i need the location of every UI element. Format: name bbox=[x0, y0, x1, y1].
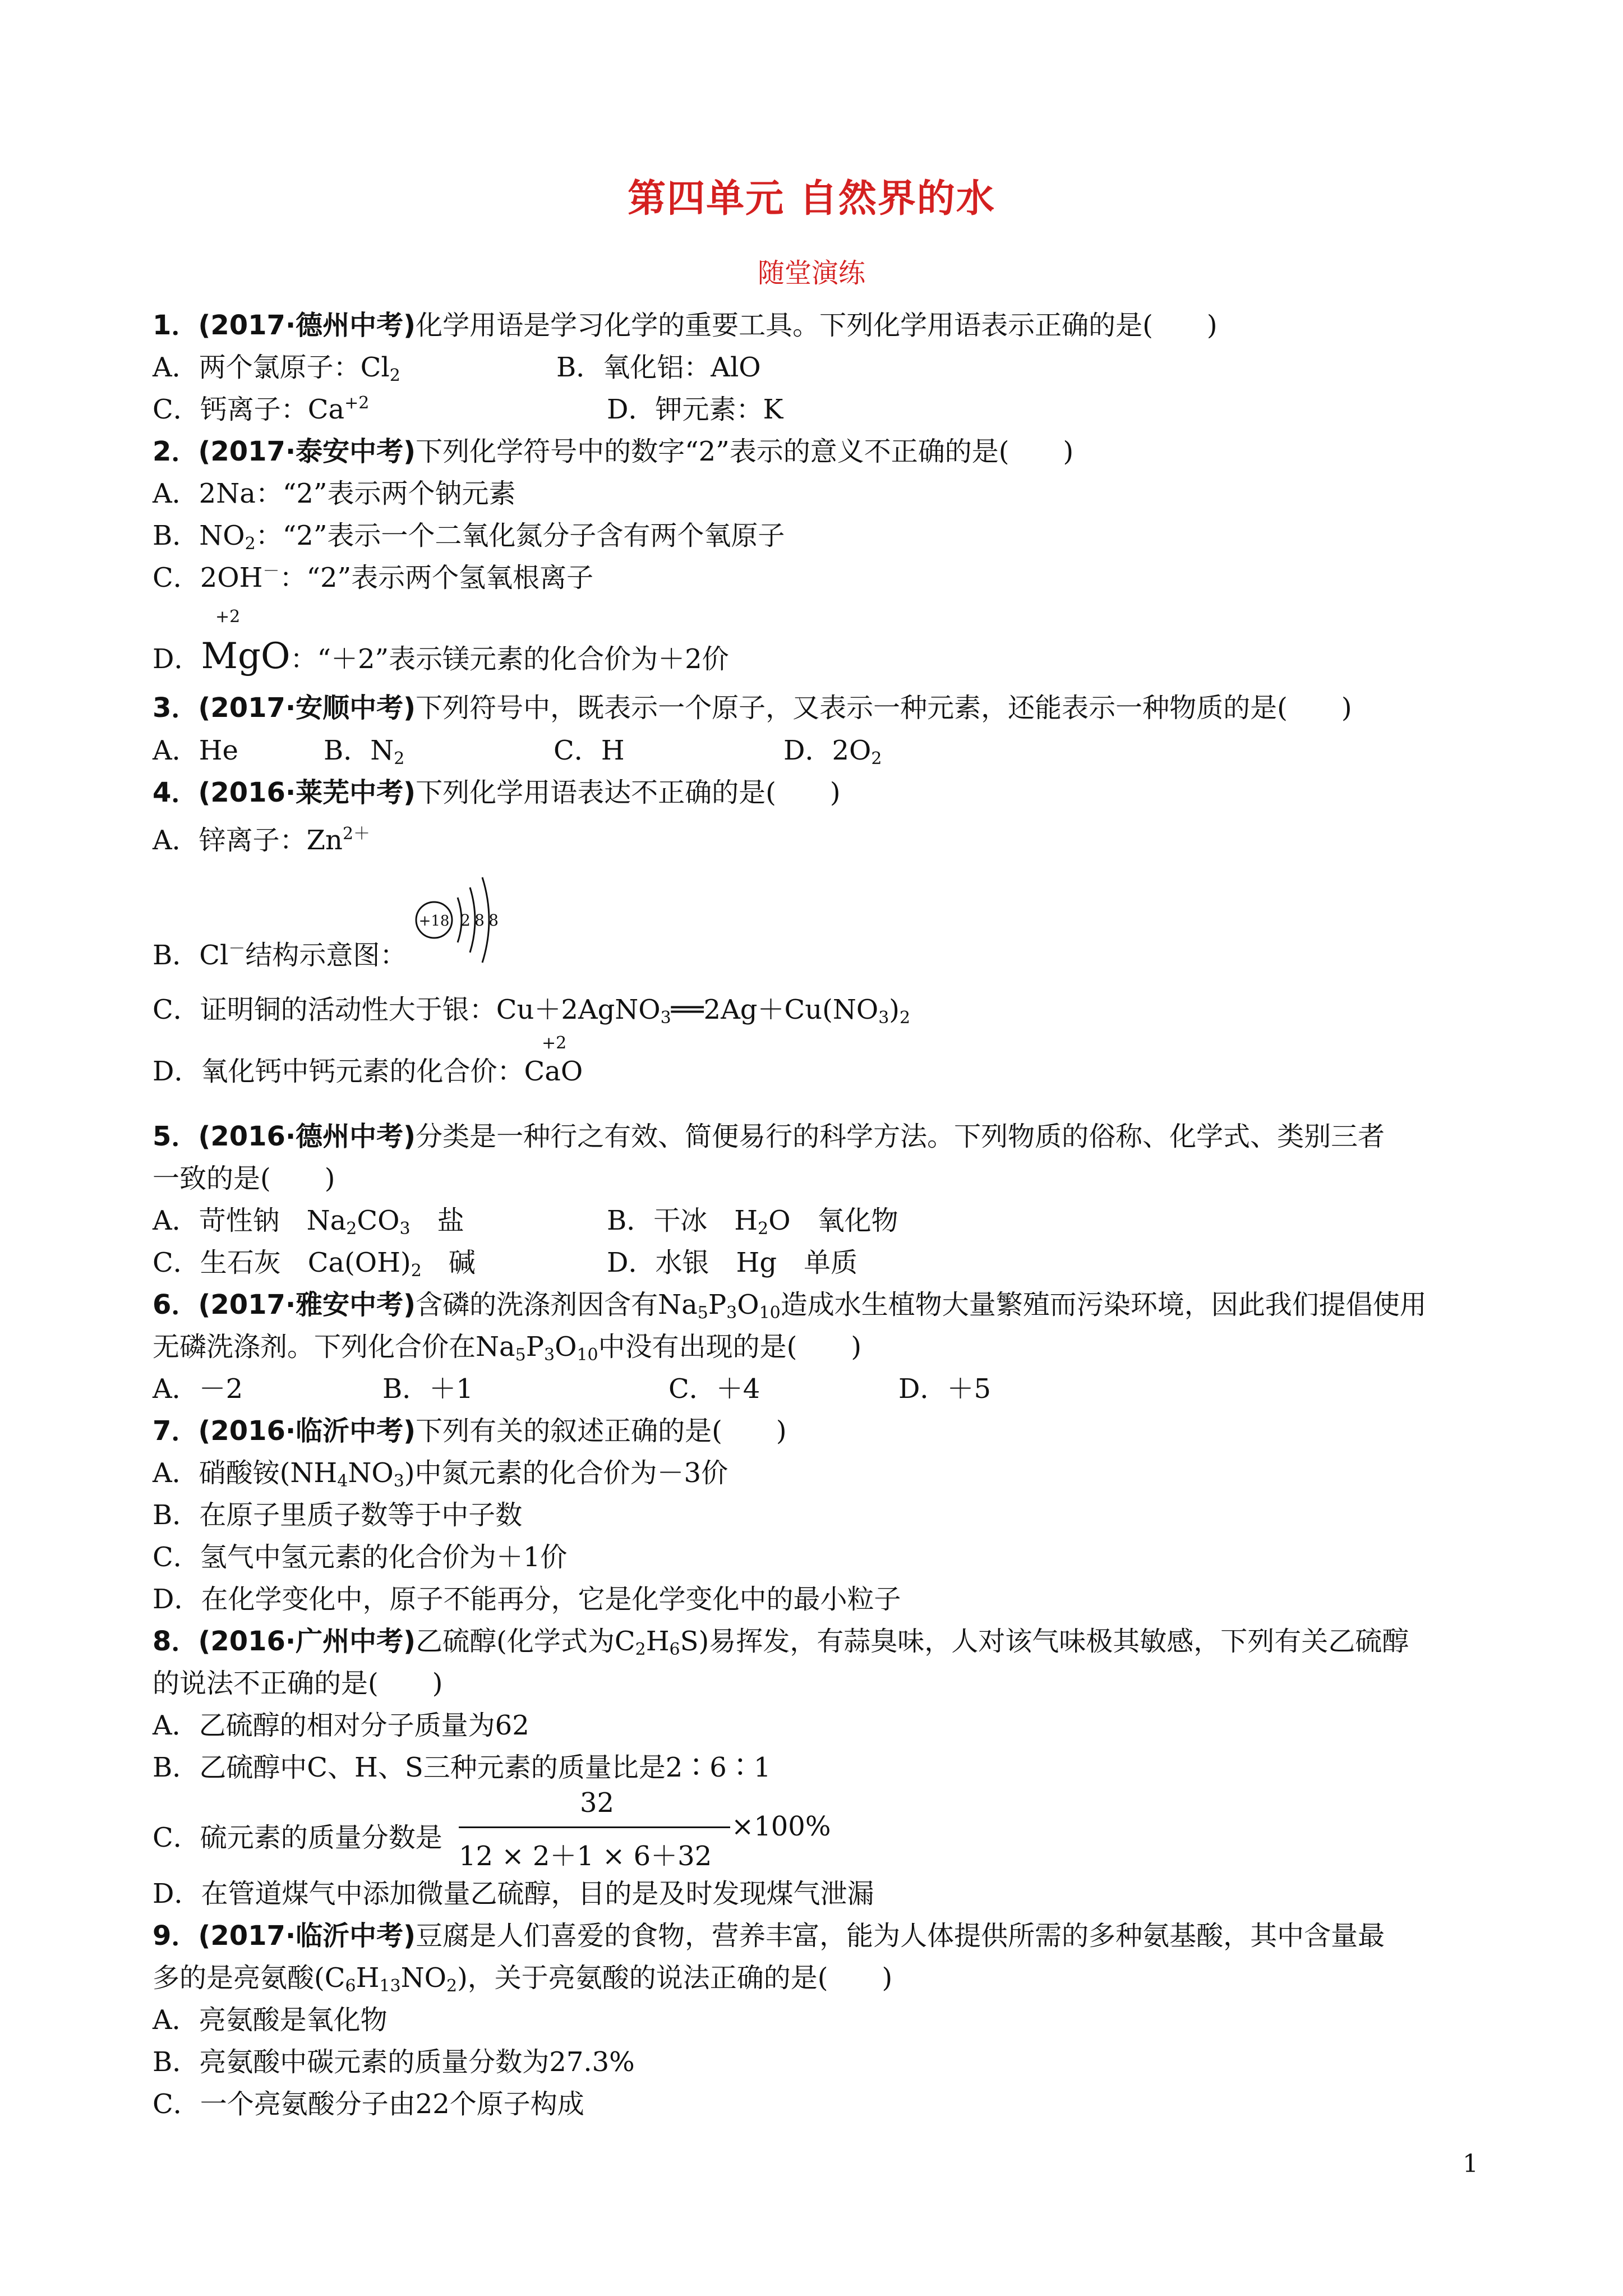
option-a: A．－2 bbox=[153, 1373, 243, 1405]
question-text: 下列符号中，既表示一个原子，又表示一种元素，还能表示一种物质的是( ) bbox=[416, 692, 1352, 724]
question-source: (2016·临沂中考) bbox=[198, 1415, 416, 1447]
question-8-stem-line-2: 的说法不正确的是( ) bbox=[153, 1668, 443, 1699]
question-number: 6． bbox=[153, 1289, 199, 1320]
question-8-option-b: B．乙硫醇中C、H、S三种元素的质量比是2∶6∶1 bbox=[153, 1752, 771, 1783]
question-7-stem bbox=[153, 1414, 787, 1448]
question-source: (2016·莱芜中考) bbox=[198, 777, 416, 808]
nucleus-charge: +18 bbox=[418, 913, 450, 930]
option-b: B．$N_2$ bbox=[324, 735, 405, 769]
question-7-option-b: B．在原子里质子数等于中子数 bbox=[153, 1499, 523, 1531]
chlorine-ion-structure-diagram bbox=[414, 868, 504, 969]
option-d: D．$2O_2$ bbox=[783, 735, 882, 769]
question-8-option-d: D．在管道煤气中添加微量乙硫醇，目的是及时发现煤气泄漏 bbox=[153, 1878, 874, 1910]
question-source: (2017·雅安中考) bbox=[198, 1289, 416, 1320]
option-a: A．苛性钠 $Na_2CO_3$ 盐 bbox=[153, 1205, 464, 1239]
option-a: A．He bbox=[153, 735, 238, 766]
shell-electrons-1: 2 bbox=[460, 911, 471, 930]
question-7-option-d: D．在化学变化中，原子不能再分，它是化学变化中的最小粒子 bbox=[153, 1584, 901, 1615]
question-text: 化学用语是学习化学的重要工具。下列化学用语表示正确的是( ) bbox=[416, 310, 1218, 341]
question-source: (2017·临沂中考) bbox=[198, 1920, 416, 1952]
question-4-option-c: C．证明铜的活动性大于银：$Cu+2AgNO_3══2Ag+Cu(NO_3)_2$ bbox=[153, 994, 911, 1028]
question-5-options-row-1 bbox=[153, 1204, 898, 1237]
option-b: B．氧化铝：AlO bbox=[556, 352, 761, 383]
question-number: 9． bbox=[153, 1920, 199, 1952]
option-c: C．＋4 bbox=[668, 1373, 760, 1405]
fraction-bar bbox=[459, 1826, 730, 1828]
question-text: 下列化学符号中的数字“2”表示的意义不正确的是( ) bbox=[416, 436, 1074, 467]
page-title: 第四单元 自然界的水 bbox=[628, 177, 995, 221]
formula-cao: CaO bbox=[524, 1056, 583, 1087]
question-5-stem-line-1 bbox=[153, 1120, 1385, 1153]
question-9-stem-line-1: 9．(2017·临沂中考)豆腐是人们喜爱的食物，营养丰富，能为人体提供所需的多种氨基酸，其中含量最 bbox=[153, 1920, 1385, 1952]
question-number: 8． bbox=[153, 1626, 199, 1657]
shell-electrons-2: 8 bbox=[474, 911, 485, 930]
question-4-stem bbox=[153, 776, 841, 809]
question-4-option-a: A．锌离子：$Zn^{2+}$ bbox=[153, 824, 371, 856]
question-number: 3． bbox=[153, 692, 199, 724]
fraction-denominator: 12 × 2＋1 × 6＋32 bbox=[459, 1841, 712, 1872]
question-number: 2． bbox=[153, 436, 199, 467]
question-number: 7． bbox=[153, 1415, 199, 1447]
question-text: 下列有关的叙述正确的是( ) bbox=[416, 1415, 787, 1447]
question-3-options bbox=[153, 734, 882, 767]
section-subtitle: 随堂演练 bbox=[757, 257, 865, 289]
valence-mark: +2 bbox=[215, 607, 241, 627]
question-source: (2016·广州中考) bbox=[198, 1626, 416, 1657]
question-4-option-b: B．Cl－结构示意图： bbox=[153, 939, 407, 971]
question-number: 1． bbox=[153, 310, 199, 341]
question-source: (2017·德州中考) bbox=[198, 310, 416, 341]
question-text: 分类是一种行之有效、简便易行的科学方法。下列物质的俗称、化学式、类别三者 bbox=[416, 1121, 1385, 1152]
question-number: 4． bbox=[153, 777, 199, 808]
question-7-option-c: C．氢气中氢元素的化合价为＋1价 bbox=[153, 1542, 568, 1573]
question-number: 5． bbox=[153, 1121, 199, 1152]
option-d: D．水银 Hg 单质 bbox=[607, 1247, 858, 1278]
question-7-option-a: A．硝酸铵$(NH_4NO_3)$中氮元素的化合价为－3价 bbox=[153, 1457, 728, 1491]
option-d: D．＋5 bbox=[898, 1373, 992, 1405]
question-source: (2016·德州中考) bbox=[198, 1121, 416, 1152]
question-8-option-a: A．乙硫醇的相对分子质量为62 bbox=[153, 1710, 529, 1741]
question-2-option-c: C．2OH－：“2”表示两个氢氧根离子 bbox=[153, 562, 594, 593]
valence-mark: +2 bbox=[542, 1033, 567, 1053]
question-6-stem-line-2: 无磷洗涤剂。下列化合价在$Na_5P_3O_{10}$中没有出现的是( ) bbox=[153, 1331, 862, 1365]
question-source: (2017·安顺中考) bbox=[198, 692, 416, 724]
question-1-options-row-1 bbox=[153, 351, 761, 384]
option-b: B．干冰 $H_2O$ 氧化物 bbox=[607, 1205, 898, 1239]
question-8-stem-line-1: 8．(2016·广州中考)乙硫醇(化学式为$C_2H_6S$)易挥发，有蒜臭味，人对该气味极其敏感，下列有关乙硫醇 bbox=[153, 1626, 1409, 1659]
question-2-option-d: D．MgO：“＋2”表示镁元素的化合价为＋2价 bbox=[153, 636, 729, 677]
question-5-options-row-2 bbox=[153, 1246, 857, 1280]
question-9-option-a: A．亮氨酸是氧化物 bbox=[153, 2004, 388, 2036]
option-c: C．生石灰 $Ca(OH)_2$ 碱 bbox=[153, 1247, 476, 1281]
question-6-options bbox=[153, 1372, 991, 1406]
question-3-stem bbox=[153, 691, 1352, 725]
question-9-option-b: B．亮氨酸中碳元素的质量分数为27.3% bbox=[153, 2046, 635, 2078]
question-2-stem bbox=[153, 435, 1073, 468]
option-b: B．＋1 bbox=[382, 1373, 473, 1405]
question-2-option-b: B．$NO_2$：“2”表示一个二氧化氮分子含有两个氧原子 bbox=[153, 520, 785, 554]
option-a: A．两个氯原子：$Cl_2$ bbox=[153, 352, 400, 385]
option-c: C．H bbox=[554, 735, 625, 766]
question-6-stem-line-1: 6．(2017·雅安中考)含磷的洗涤剂因含有$Na_5P_3O_{10}$造成水生植物大量繁殖而污染环境，因此我们提倡使用 bbox=[153, 1289, 1427, 1323]
option-d: D．钾元素：K bbox=[607, 394, 783, 425]
question-9-option-c: C．一个亮氨酸分子由22个原子构成 bbox=[153, 2088, 584, 2120]
question-4-option-d: D．氧化钙中钙元素的化合价：CaO bbox=[153, 1056, 583, 1087]
shell-electrons-3: 8 bbox=[488, 911, 499, 930]
question-9-stem-line-2: 多的是亮氨酸$(C_6H_{13}NO_2)$，关于亮氨酸的说法正确的是( ) bbox=[153, 1962, 893, 1996]
question-text: 下列化学用语表达不正确的是( ) bbox=[416, 777, 841, 808]
question-1-stem bbox=[153, 309, 1218, 342]
question-5-stem-line-2: 一致的是( ) bbox=[153, 1163, 335, 1194]
question-8-option-c-label: C．硫元素的质量分数是 bbox=[153, 1822, 442, 1853]
question-source: (2017·泰安中考) bbox=[198, 436, 416, 467]
question-2-option-a: A．2Na：“2”表示两个钠元素 bbox=[153, 478, 516, 509]
formula-mgo: MgO bbox=[201, 636, 291, 677]
page-number: 1 bbox=[1463, 2150, 1478, 2178]
percent-factor: ×100% bbox=[731, 1811, 831, 1842]
question-1-options-row-2 bbox=[153, 393, 783, 426]
fraction-numerator: 32 bbox=[580, 1787, 615, 1819]
option-c: C．钙离子：$Ca^{+2}$ bbox=[153, 393, 370, 425]
